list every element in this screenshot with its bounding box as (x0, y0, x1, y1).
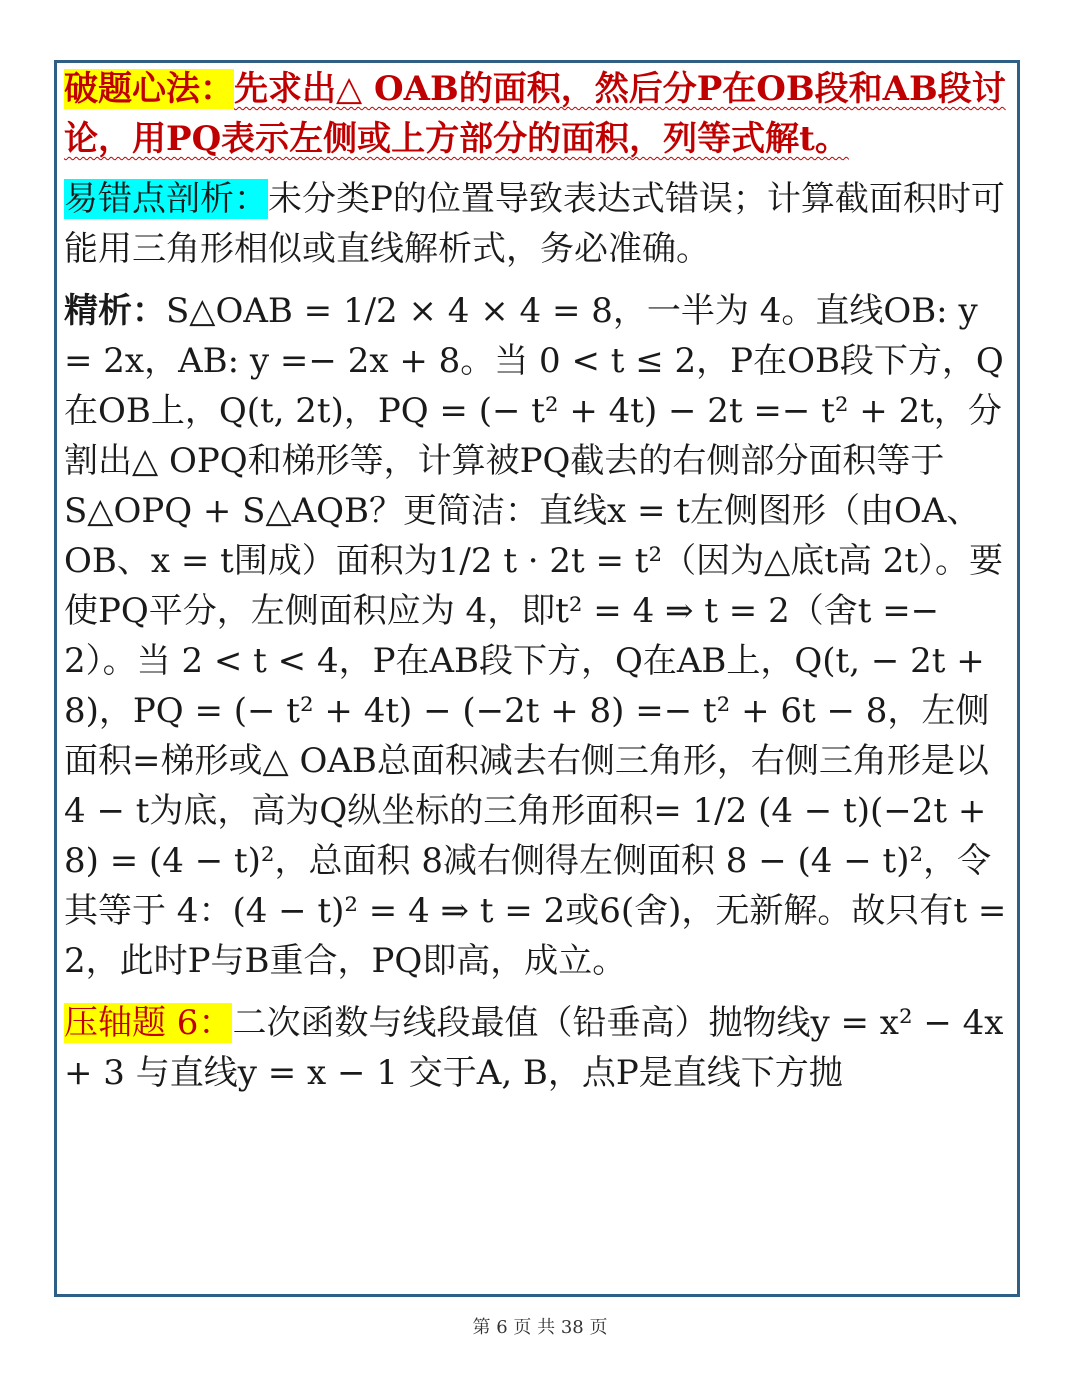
pitfall-paragraph (64, 174, 1014, 274)
method-text: 先求出△ OAB的面积，然后分P在OB段和AB段讨论，用PQ表示左侧或上方部分的面积，列等式解t。 (64, 69, 1006, 159)
analysis-paragraph (64, 286, 1014, 986)
problem6-paragraph (64, 998, 1014, 1098)
pitfall-text: 未分类P的位置导致表达式错误；计算截面积时可能用三角形相似或直线解析式，务必准确。 (64, 179, 1005, 269)
analysis-text: S△OAB = 1/2 × 4 × 4 = 8，一半为 4。直线OB: y = 2x，AB: y =− 2x + 8。当 0 < t ≤ 2，P在OB段下方，Q在OB上，Q(t, 2t)，PQ = (− t² + 4t) − 2t =− t² + 2t，分割出△ OPQ和梯形等，计算被PQ截去的右侧部分面积等于S△OPQ + S△AQB？更简洁：直线x = t左侧图形（由OA、OB、x = t围成）面积为1/2 t · 2t = t²（因为△底t高 2t）。要使PQ平分，左侧面积应为 4，即t² = 4 ⇒ t = 2（舍t =− 2）。当 2 < t < 4，P在AB段下方，Q在AB上，Q(t, − 2t + 8)，PQ = (− t² + 4t) − (−2t + 8) =− t² + 6t − 8，左侧面积=梯形或△ OAB总面积减去右侧三角形，右侧三角形是以 4 − t为底，高为Q纵坐标的三角形面积= 1/2 (4 − t)(−2t + 8) = (4 − t)²，总面积 8减右侧得左侧面积 8 − (4 − t)²，令其等于 4：(4 − t)² = 4 ⇒ t = 2或6(舍)，无新解。故只有t = 2，此时P与B重合，PQ即高，成立。 (64, 291, 1007, 981)
analysis-label: 精析： (64, 291, 166, 331)
pitfall-label: 易错点剖析： (64, 179, 268, 219)
problem6-label: 压轴题 6： (64, 1003, 233, 1043)
method-paragraph (64, 64, 1014, 164)
document-body (64, 64, 1014, 1098)
method-label: 破题心法： (64, 69, 234, 109)
page-footer: 第 6 页 共 38 页 (472, 1317, 608, 1338)
problem6-text: 二次函数与线段最值（铅垂高）抛物线y = x² − 4x + 3 与直线y = x − 1 交于A, B，点P是直线下方抛 (64, 1003, 1004, 1093)
